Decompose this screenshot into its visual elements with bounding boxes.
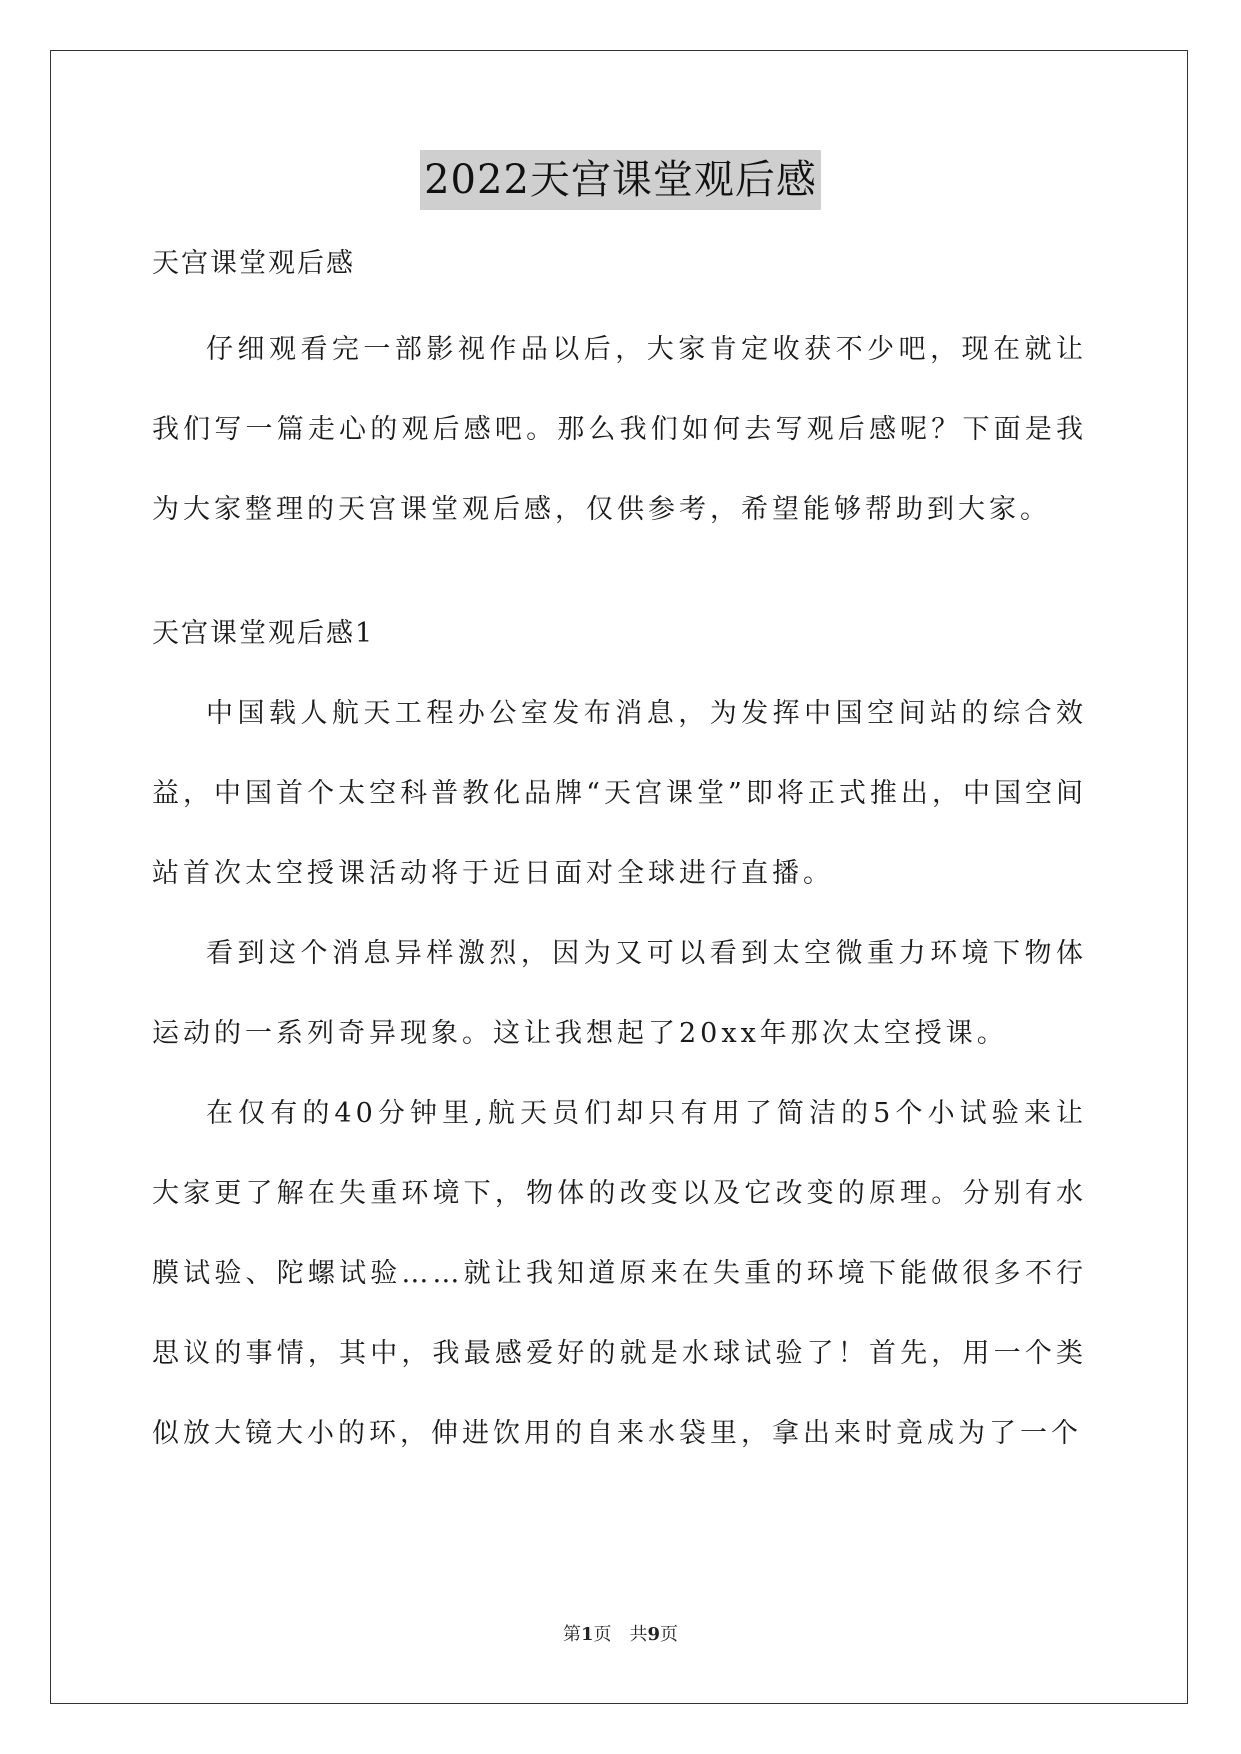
- section-spacer: [152, 550, 1087, 614]
- total-page-count: 9: [647, 1624, 661, 1645]
- section1-heading: 天宫课堂观后感1: [152, 618, 375, 649]
- section1-paragraph-2: 看到这个消息异样激烈，因为又可以看到太空微重力环境下物体运动的一系列奇异现象。这让我想起了20xx年那次太空授课。: [152, 938, 1087, 1049]
- title-wrap: [0, 150, 1241, 210]
- page-footer: [0, 1623, 1241, 1647]
- page-prefix: 第: [562, 1624, 581, 1645]
- document-body: [152, 228, 1087, 1474]
- page-suffix: 页: [593, 1624, 612, 1645]
- section1-paragraph-1: 中国载人航天工程办公室发布消息，为发挥中国空间站的综合效益，中国首个太空科普教化品牌“天宫课堂”即将正式推出，中国空间站首次太空授课活动将于近日面对全球进行直播。: [152, 698, 1087, 889]
- current-page-number: 1: [580, 1624, 594, 1645]
- intro-heading: 天宫课堂观后感: [152, 248, 355, 279]
- total-suffix: 页: [660, 1624, 679, 1645]
- total-prefix: 共: [629, 1624, 648, 1645]
- section1-paragraph-3: 在仅有的40分钟里,航天员们却只有用了简洁的5个小试验来让大家更了解在失重环境下，物体的改变以及它改变的原理。分别有水膜试验、陀螺试验……就让我知道原来在失重的环境下能做很多不行思议的事情，其中，我最感爱好的就是水球试验了！首先，用一个类似放大镜大小的环，伸进饮用的自来水袋里，拿出来时竟成为了一个: [152, 1098, 1087, 1449]
- document-title: 2022天宫课堂观后感: [420, 150, 821, 210]
- intro-paragraph: 仔细观看完一部影视作品以后，大家肯定收获不少吧，现在就让我们写一篇走心的观后感吧。那么我们如何去写观后感呢？下面是我为大家整理的天宫课堂观后感，仅供参考，希望能够帮助到大家。: [152, 334, 1087, 525]
